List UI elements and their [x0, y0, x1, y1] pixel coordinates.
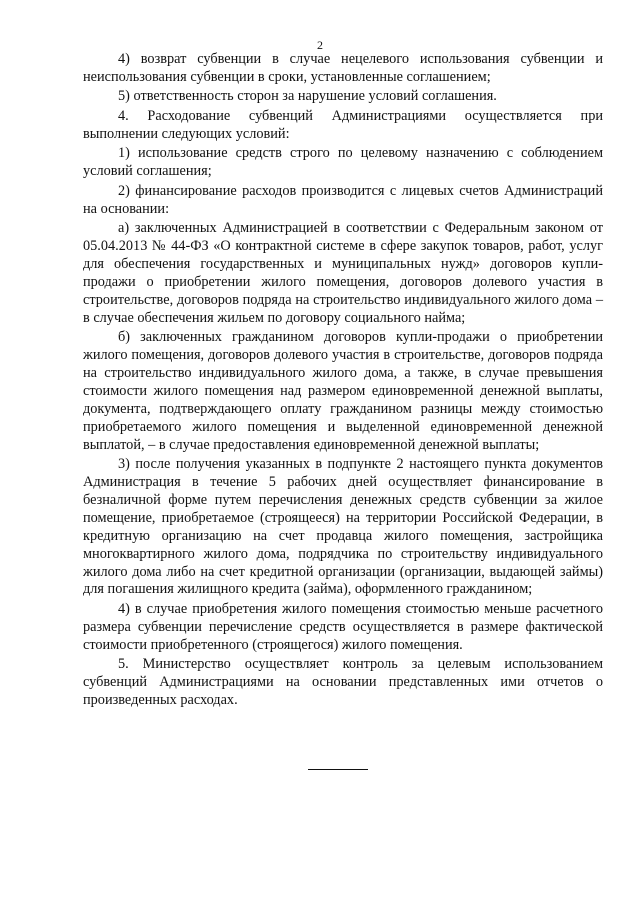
end-of-document-divider [308, 769, 368, 770]
paragraph-condition-2-financing: 2) финансирование расходов производится с лицевых счетов Администраций на основании: [83, 182, 603, 217]
document-body [83, 51, 603, 712]
paragraph-condition-4-lower-cost: 4) в случае приобретения жилого помещения стоимостью меньше расчетного размера субвенции перечисление средств осуществляется в размере фактической стоимости приобретенного (строящегося) жилого помещения. [83, 600, 603, 653]
paragraph-condition-3-transfer: 3) после получения указанных в подпункте 2 настоящего пункта документов Администрация в течение 5 рабочих дней осуществляет финансирование в безналичной форме путем перечисления денежных средств субвенции за жилое помещение, приобретаемое (строящееся) на территории Российской Федерации, в кредитную организацию на счет продавца жилого помещения, застройщика многоквартирного жилого дома, подрядчика по строительству индивидуального жилого дома либо на счет кредитной организации (организации, выдающей займы) для погашения жилищного кредита (займа), оформленного гражданином; [83, 456, 603, 598]
page-number: 2 [317, 38, 323, 52]
paragraph-item-5-responsibility: 5) ответственность сторон за нарушение условий соглашения. [118, 88, 497, 105]
paragraph-section-4-conditions: 4. Расходование субвенций Администрациями осуществляется при выполнении следующих условий: [83, 107, 603, 142]
paragraph-subitem-a-administration-contracts: а) заключенных Администрацией в соответствии с Федеральным законом от 05.04.2013 № 44-ФЗ «О контрактной системе в сфере закупок товаров, работ, услуг для обеспечения государственных и муниципальных нужд» договоров купли-продажи о приобретении жилого помещения, договоров долевого участия в строительстве, договоров подряда на строительство индивидуального жилого дома – в случае обеспечения жильем по договору социального найма; [83, 220, 603, 326]
paragraph-section-5-control: 5. Министерство осуществляет контроль за целевым использованием субвенций Администрациями на основании представленных ими отчетов о произведенных расходах. [83, 656, 603, 709]
paragraph-item-4-return-subvention: 4) возврат субвенции в случае нецелевого использования субвенции и неиспользования субвенции в сроки, установленные соглашением; [83, 51, 603, 85]
paragraph-subitem-b-citizen-contracts: б) заключенных гражданином договоров купли-продажи о приобретении жилого помещения, договоров долевого участия в строительстве, договоров подряда на строительство индивидуального жилого дома, а также, в случае превышения стоимости жилого помещения над размером единовременной денежной выплаты, документа, подтверждающего оплату гражданином разницы между стоимостью приобретаемого жилого помещения и выделенной единовременной денежной выплатой, – в случае предоставления единовременной денежной выплаты; [83, 329, 603, 453]
paragraph-condition-1-target-use: 1) использование средств строго по целевому назначению с соблюдением условий соглашения; [83, 145, 603, 180]
